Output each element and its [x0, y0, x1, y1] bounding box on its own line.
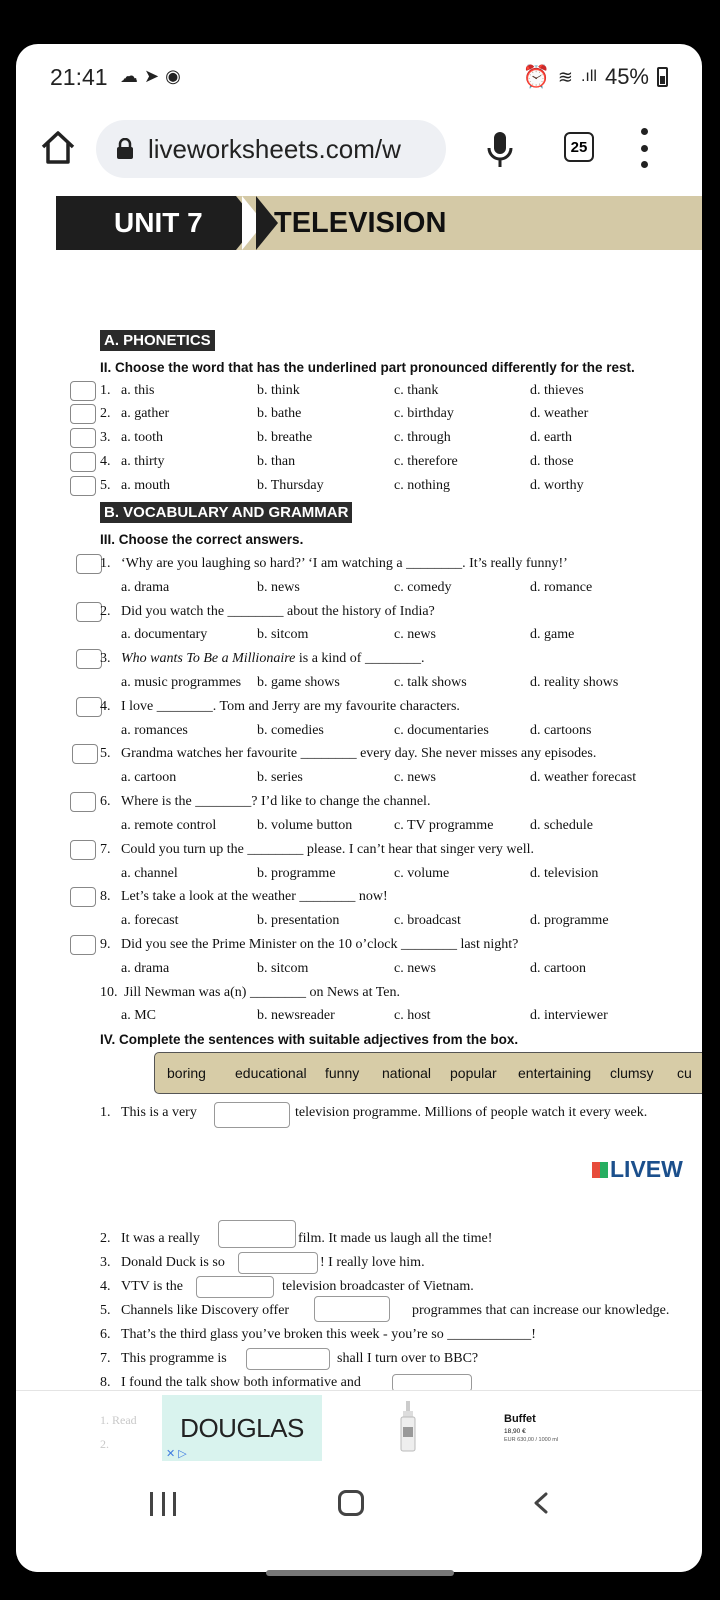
answer-box[interactable]	[70, 452, 96, 472]
section-b-heading: B. VOCABULARY AND GRAMMAR	[100, 502, 352, 523]
url-text: liveworksheets.com/w	[148, 133, 401, 164]
word-box: boring educational funny national popular entertaining clumsy cu	[154, 1052, 702, 1094]
media-icon: ◉	[165, 66, 181, 86]
recent-apps-button[interactable]	[150, 1492, 176, 1516]
unit-label: UNIT 7	[56, 196, 236, 250]
logo-icon	[592, 1162, 608, 1178]
answer-input[interactable]	[246, 1348, 330, 1370]
liveworksheets-logo: LIVEW	[592, 1156, 683, 1183]
url-bar[interactable]	[96, 120, 446, 178]
product-price: 18,90 €	[504, 1428, 526, 1435]
home-icon[interactable]	[38, 128, 78, 168]
ad-banner[interactable]: 1. Read 2. DOUGLAS ✕ ▷ Buffet 18,90 € EUR 630,00 / 1000 ml	[16, 1390, 702, 1462]
answer-box[interactable]	[70, 887, 96, 907]
answer-input[interactable]	[214, 1102, 290, 1128]
product-unit-price: EUR 630,00 / 1000 ml	[504, 1437, 559, 1443]
menu-icon[interactable]	[636, 128, 652, 168]
worksheet: UNIT 7 TELEVISION A. PHONETICS II. Choose the word that has the underlined part pronounced differently for the rest. 1. a. this b. think c. thank d. thieves 2. a. gather b. bathe c. birthday d. weather 3. a. tooth b. breathe c. through d. earth 4. a. thirty b. than c. therefore d. those 5. a. mouth b. Thursday c. nothing d. worthy B. VOCABULARY AND GRAMMAR III. Choose the correct answers. 1. ‘Why are you laughing so hard?’ ‘I am watching a ________. It’s really funny!’ a. drama b. news c. comedy d. romance 2. Did you watch the ________ about the history of India? a. documentary b. sitcom c. news d. game 3. Who wants To Be a Millionaire is a kind of ________. a. music programmes b. game shows c. talk shows d. reality shows 4. I love ________. Tom and Jerry are my favourite characters. a. romances b. comedies c. documentaries d. cartoons 5. Grandma watches her favourite ________ every day. She never misses any episodes. a. cartoon b. series c. news d. weather forecast 6. Where is the ________? I’d like to change the channel. a. remote control b. volume button c. TV programme d. schedule 7. Could you turn up the ________ please. I can’t hear that singer very well. a. channel b. programme c. volume d. television 8. Let’s take a look at the weather ________ now! a. forecast b. presentation c. broadcast d. programme 9. Did you see the Prime Minister on the 10 o’clock ________ last night? a. drama b. sitcom c. news d. cartoon 10. Jill Newman was a(n) ________ on News at Ten. a. MC b. newsreader c. host d. interviewer IV. Complete the sentences with suitable adjectives from the box. boring educational funny national popular entertaining clumsy cu 1. This is a very television programme. Millions of people watch it every week. LIVEW 2. It was a really film. It made us laugh all the time! 3. Donald Duck is so ! I really love him. 4. VTV is the television broadcaster of Vietnam. 5. Channels like Discovery offer programmes that can increase our knowledge. 6. That’s the third glass you’ve broken this week - you’re so ____________! 7. This programme is shall I turn over to BBC? 8. I found the talk show both informative and	[16, 190, 702, 1432]
system-nav-bar	[16, 1462, 702, 1572]
answer-input[interactable]	[218, 1220, 296, 1248]
ad-close-icon[interactable]: ✕ ▷	[166, 1448, 187, 1460]
answer-input[interactable]	[196, 1276, 274, 1298]
status-time: 21:41	[50, 64, 108, 90]
answer-box[interactable]	[76, 697, 102, 717]
section-iv-instruction: IV. Complete the sentences with suitable adjectives from the box.	[100, 1032, 519, 1047]
answer-box[interactable]	[70, 840, 96, 860]
phone-screen	[16, 44, 702, 1572]
answer-box[interactable]	[76, 554, 102, 574]
gesture-bar[interactable]	[266, 1570, 454, 1576]
battery-icon	[657, 67, 668, 87]
battery-percent: 45%	[604, 64, 649, 89]
douglas-logo[interactable]: DOUGLAS	[162, 1395, 322, 1461]
browser-toolbar	[16, 114, 702, 186]
product-name: Buffet	[504, 1413, 536, 1425]
answer-box[interactable]	[70, 381, 96, 401]
answer-input[interactable]	[238, 1252, 318, 1274]
unit-title: TELEVISION	[274, 207, 447, 239]
alarm-icon: ⏰	[522, 64, 550, 89]
status-bar	[16, 44, 702, 114]
unit-banner	[56, 196, 702, 250]
cloud-icon: ☁	[120, 66, 138, 86]
section-a-heading: A. PHONETICS	[100, 330, 215, 351]
home-button[interactable]	[338, 1490, 364, 1516]
signal-icon: .ıll	[580, 68, 597, 85]
back-button[interactable]	[531, 1492, 553, 1514]
answer-box[interactable]	[70, 404, 96, 424]
wifi-icon: ≋	[557, 66, 573, 87]
answer-box[interactable]	[70, 428, 96, 448]
answer-box[interactable]	[70, 792, 96, 812]
lock-icon	[116, 138, 134, 160]
tab-switcher-button[interactable]: 25	[564, 132, 594, 162]
answer-input[interactable]	[314, 1296, 390, 1322]
answer-box[interactable]	[70, 935, 96, 955]
answer-box[interactable]	[76, 649, 102, 669]
section-a-instruction: II. Choose the word that has the underlined part pronounced differently for the rest.	[100, 360, 635, 375]
answer-box[interactable]	[76, 602, 102, 622]
send-icon: ➤	[144, 66, 160, 86]
section-b-instruction: III. Choose the correct answers.	[100, 532, 304, 547]
answer-box[interactable]	[70, 476, 96, 496]
microphone-icon[interactable]	[486, 130, 514, 170]
product-bottle-icon	[400, 1401, 416, 1453]
answer-box[interactable]	[72, 744, 98, 764]
